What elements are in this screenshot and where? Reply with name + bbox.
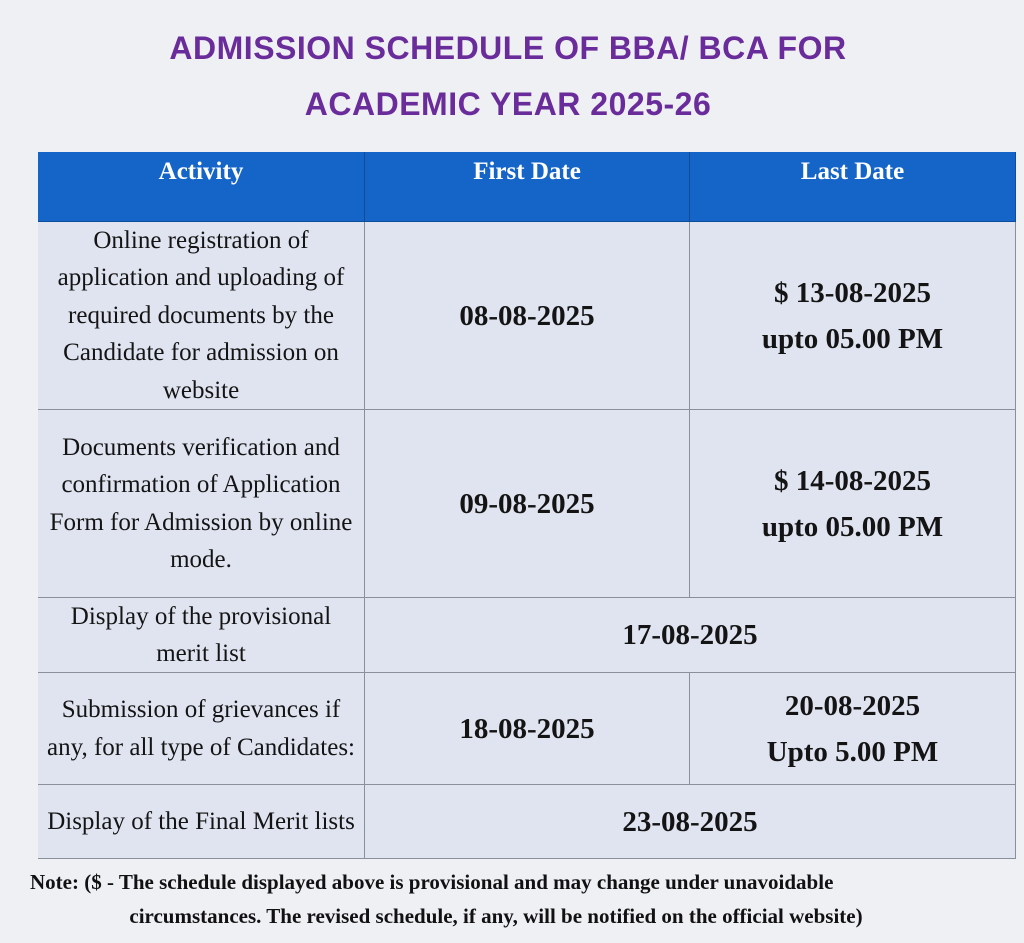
row-5-activity: Display of the Final Merit lists	[38, 785, 365, 859]
title-line-1: ADMISSION SCHEDULE OF BBA/ BCA FOR	[169, 30, 847, 66]
row-1-last-date: $ 13-08-2025 upto 05.00 PM	[690, 222, 1016, 410]
note-line-2: circumstances. The revised schedule, if any, will be notified on the official website)	[129, 904, 863, 928]
row-3-date: 17-08-2025	[365, 598, 1016, 673]
row-1-first-date: 08-08-2025	[365, 222, 690, 410]
header-last-date: Last Date	[690, 152, 1016, 222]
header-activity: Activity	[38, 152, 365, 222]
row-1-activity: Online registration of application and uploading of required documents by the Candidate for admission on website	[38, 222, 365, 410]
row-3-activity: Display of the provisional merit list	[38, 598, 365, 673]
note-line-1: Note: ($ - The schedule displayed above is provisional and may change under unavoidable	[30, 870, 834, 894]
header-first-date: First Date	[365, 152, 690, 222]
row-4-last-date: 20-08-2025 Upto 5.00 PM	[690, 673, 1016, 785]
row-4-first-date: 18-08-2025	[365, 673, 690, 785]
row-2-last-date: $ 14-08-2025 upto 05.00 PM	[690, 410, 1016, 598]
row-2-activity: Documents verification and confirmation of Application Form for Admission by online mode.	[38, 410, 365, 598]
title-line-2: ACADEMIC YEAR 2025-26	[304, 86, 712, 122]
row-4-activity: Submission of grievances if any, for all type of Candidates:	[38, 673, 365, 785]
row-5-date: 23-08-2025	[365, 785, 1016, 859]
schedule-table	[38, 152, 1016, 859]
row-2-first-date: 09-08-2025	[365, 410, 690, 598]
